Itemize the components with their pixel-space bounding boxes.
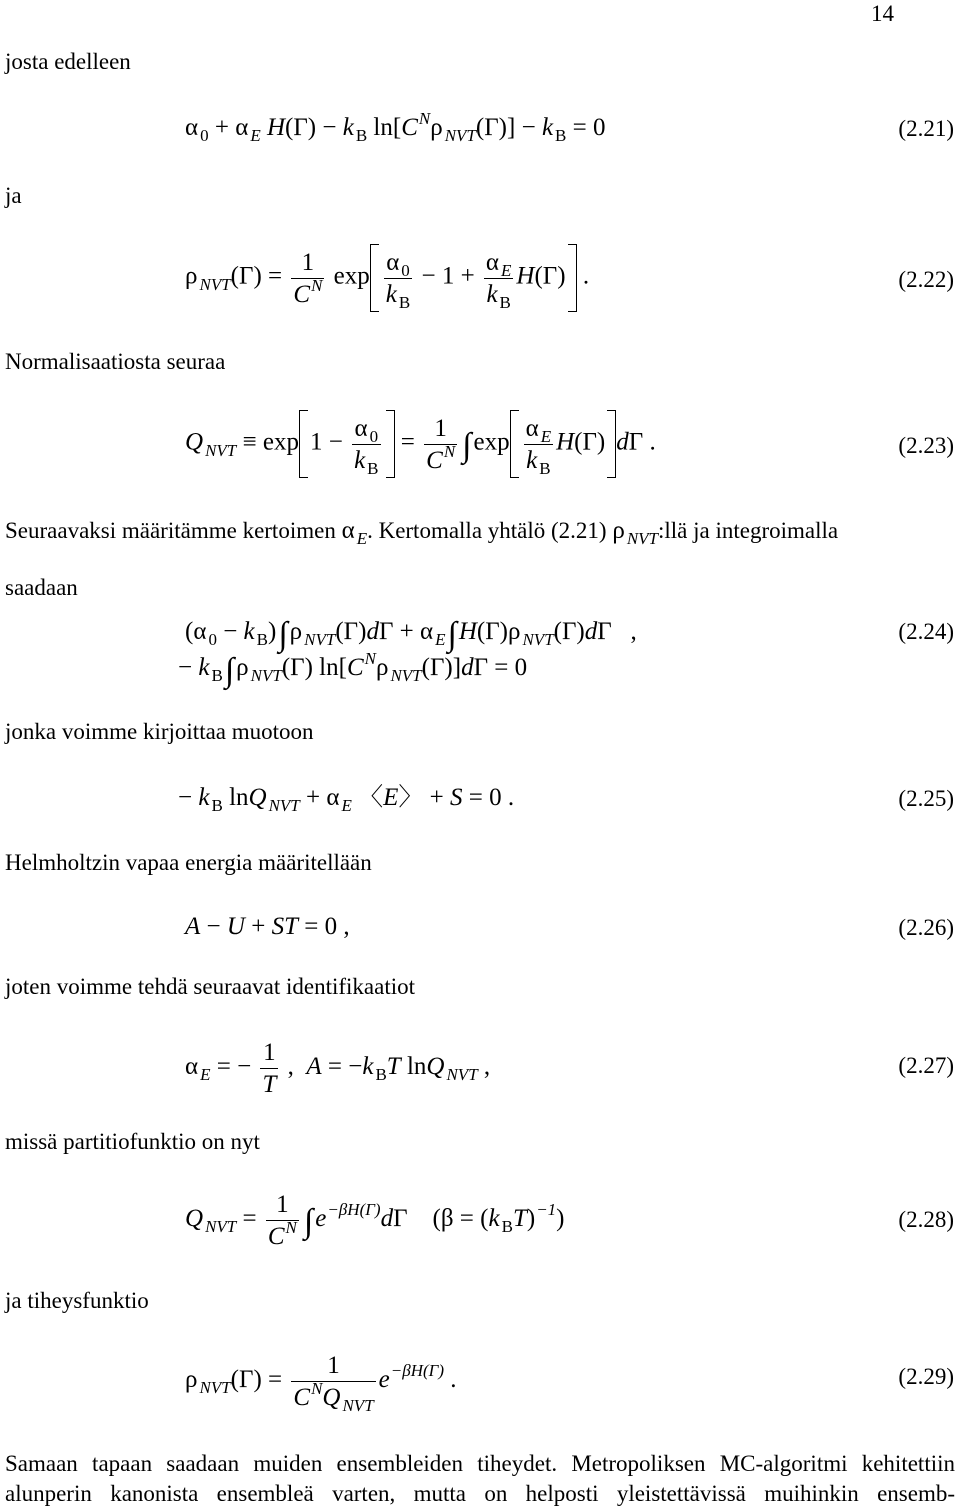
equation-2-27: α $_E$ = − $\frac{1}{T}$ , A = −k $_B$T lnQ $_{NVT}$ , bbox=[185, 1039, 491, 1098]
paragraph-text: joten voimme tehdä seuraavat identifikaatiot bbox=[5, 974, 416, 999]
equation-2-21: α $_0$ + α $_E$ H(Γ) − k $_B$ $\ln[C^N\rho$ $_{NVT}$(Γ)] − k $_B$ = 0 bbox=[185, 109, 606, 145]
page-number: 14 bbox=[871, 1, 894, 26]
equation-2-24-line-2: − k $_B$∫ρ $_{NVT}$(Γ) $\ln[C^N\rho$ $_{NVT}$(Γ)]dΓ = 0 bbox=[178, 649, 528, 689]
equation-number: (2.29) bbox=[898, 1364, 954, 1389]
equation-2-24-line-1: (α $_0$ − k $_B$)∫ρ $_{NVT}$(Γ)dΓ + α $_E$∫H(Γ)ρ $_{NVT}$(Γ)dΓ , bbox=[185, 616, 637, 653]
paragraph-text: Samaan tapaan saadaan muiden ensembleiden tiheydet. Metropoliksen MC-algoritmi kehitettiin alunperin kanonista ensembleä varten, mutta on helposti yleistettävissä muihinkin ensemb- bbox=[5, 1451, 955, 1506]
paragraph-text: josta edelleen bbox=[5, 49, 131, 74]
equation-2-23: Q $_{NVT}$ ≡ exp 1 − $\frac{\alpha _0}{k _B}$ = $\frac{1}{C^N}$ ∫exp $\frac{\alpha _E}{k _B}$ H(Γ) dΓ . bbox=[185, 410, 656, 478]
paragraph-segment: . Kertomalla yhtälö (2.21) bbox=[367, 518, 613, 543]
paragraph-text: missä partitiofunktio on nyt bbox=[5, 1129, 260, 1154]
equation-2-26: A − U + ST = 0 , bbox=[185, 913, 350, 940]
equation-number: (2.25) bbox=[898, 786, 954, 811]
equation-2-25: − k $_B$ lnQ $_{NVT}$ + α $_E$ 〈E〉 + S = 0 . bbox=[178, 784, 515, 815]
paragraph-text: saadaan bbox=[5, 575, 78, 600]
equation-2-22: ρ $_{NVT}$(Γ) = $\frac{1}{C^N}$ exp $\frac{\alpha _0}{k _B}$ − 1 + $\frac{\alpha _E}{k _B}$ H(Γ) . bbox=[185, 244, 589, 312]
paragraph-text: jonka voimme kirjoittaa muotoon bbox=[5, 719, 314, 744]
paragraph-text: Normalisaatiosta seuraa bbox=[5, 349, 226, 374]
equation-2-29: ρ $_{NVT}$(Γ) = $\frac{1}{C^NQ _{NVT}}$ $e^{-\beta H(\Gamma)}$ . bbox=[185, 1352, 457, 1415]
paragraph-segment: :llä ja integroimalla bbox=[658, 518, 839, 543]
paragraph-segment: Seuraavaksi määritämme kertoimen bbox=[5, 518, 342, 543]
equation-number: (2.21) bbox=[898, 116, 954, 141]
equation-number: (2.24) bbox=[898, 619, 954, 644]
equation-number: (2.28) bbox=[898, 1207, 954, 1232]
equation-number: (2.26) bbox=[898, 915, 954, 940]
paragraph-text: Seuraavaksi määritämme kertoimen α $_E$. Kertomalla yhtälö (2.21) ρ $_{NVT}$:llä ja integroimalla bbox=[5, 517, 839, 548]
equation-number: (2.22) bbox=[898, 267, 954, 292]
paragraph-text: ja bbox=[5, 183, 22, 208]
paragraph-text: ja tiheysfunktio bbox=[5, 1288, 149, 1313]
equation-number: (2.23) bbox=[898, 433, 954, 458]
equation-number: (2.27) bbox=[898, 1053, 954, 1078]
paragraph-text: Helmholtzin vapaa energia määritellään bbox=[5, 850, 372, 875]
equation-2-28: Q $_{NVT}$ = $\frac{1}{C^N}$ $\int e^{-\beta H(\Gamma)}d\Gamma$ (β = (k $_B$T)$^{-1}$) bbox=[185, 1191, 565, 1250]
